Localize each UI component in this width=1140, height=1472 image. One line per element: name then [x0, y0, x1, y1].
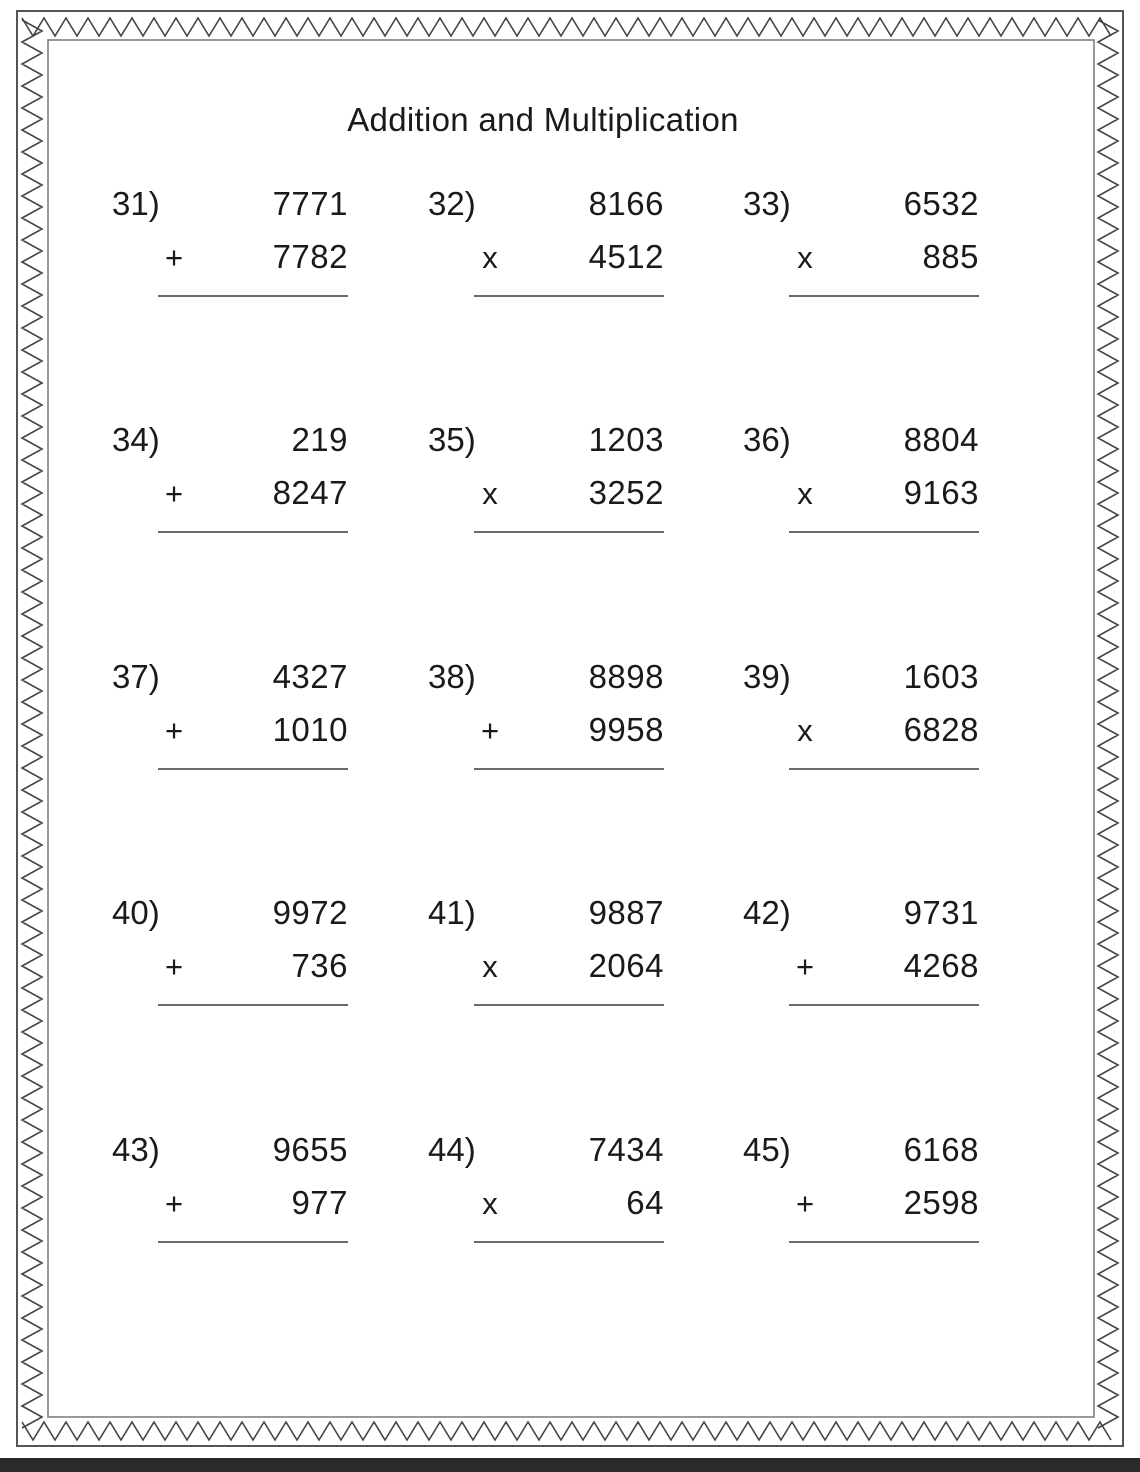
answer-line	[789, 531, 979, 533]
problem-number: 36)	[743, 421, 791, 458]
problem-number: 38)	[428, 658, 476, 695]
answer-line	[158, 295, 348, 297]
top-operand: 9887	[588, 894, 664, 931]
problem-45	[743, 1130, 1003, 1260]
operator-sign: x	[482, 1186, 498, 1221]
bottom-operand: 7782	[272, 238, 348, 275]
problem-number: 39)	[743, 658, 791, 695]
zigzag-bottom	[22, 1422, 1111, 1440]
operator-sign: x	[482, 949, 498, 984]
top-operand: 9655	[272, 1131, 348, 1168]
zigzag-top	[22, 18, 1111, 36]
top-operand: 4327	[272, 658, 348, 695]
problem-number: 33)	[743, 185, 791, 222]
bottom-operand: 977	[291, 1184, 348, 1221]
top-operand: 1603	[903, 658, 979, 695]
problem-number: 31)	[112, 185, 160, 222]
answer-line	[158, 1004, 348, 1006]
answer-line	[158, 1241, 348, 1243]
bottom-operand: 4512	[588, 238, 664, 275]
top-operand: 219	[291, 421, 348, 458]
answer-line	[789, 295, 979, 297]
problem-32	[428, 184, 688, 314]
top-operand: 8804	[903, 421, 979, 458]
operator-sign: x	[797, 713, 813, 748]
answer-line	[158, 531, 348, 533]
problem-43	[112, 1130, 372, 1260]
bottom-operand: 2064	[588, 947, 664, 984]
top-operand: 6532	[903, 185, 979, 222]
bottom-operand: 64	[626, 1184, 664, 1221]
bottom-operand: 885	[922, 238, 979, 275]
problem-42	[743, 893, 1003, 1023]
operator-sign: x	[482, 476, 498, 511]
operator-sign: x	[797, 476, 813, 511]
operator-sign: +	[164, 476, 184, 511]
answer-line	[474, 1241, 664, 1243]
operator-sign: +	[164, 713, 184, 748]
problem-44	[428, 1130, 688, 1260]
zigzag-left	[22, 20, 42, 1428]
problem-number: 32)	[428, 185, 476, 222]
bottom-operand: 4268	[903, 947, 979, 984]
top-operand: 8898	[588, 658, 664, 695]
problem-34	[112, 420, 372, 550]
bottom-operand: 1010	[272, 711, 348, 748]
answer-line	[474, 768, 664, 770]
zigzag-right	[1098, 20, 1118, 1428]
problem-number: 34)	[112, 421, 160, 458]
operator-sign: +	[480, 713, 500, 748]
problem-41	[428, 893, 688, 1023]
bottom-operand: 2598	[903, 1184, 979, 1221]
problem-number: 42)	[743, 894, 791, 931]
bottom-operand: 3252	[588, 474, 664, 511]
problem-37	[112, 657, 372, 787]
answer-line	[789, 1004, 979, 1006]
answer-line	[474, 295, 664, 297]
top-operand: 7434	[588, 1131, 664, 1168]
answer-line	[474, 1004, 664, 1006]
problem-33	[743, 184, 1003, 314]
worksheet-title: Addition and Multiplication	[347, 101, 739, 138]
top-operand: 7771	[272, 185, 348, 222]
operator-sign: +	[164, 949, 184, 984]
problem-number: 45)	[743, 1131, 791, 1168]
top-operand: 6168	[903, 1131, 979, 1168]
operator-sign: x	[482, 240, 498, 275]
top-operand: 9731	[903, 894, 979, 931]
problem-39	[743, 657, 1003, 787]
top-operand: 1203	[588, 421, 664, 458]
problem-number: 44)	[428, 1131, 476, 1168]
bottom-operand: 9958	[588, 711, 664, 748]
problem-38	[428, 657, 688, 787]
answer-line	[789, 1241, 979, 1243]
problem-number: 35)	[428, 421, 476, 458]
operator-sign: +	[164, 240, 184, 275]
viewer-bottom-bar	[0, 1458, 1140, 1472]
problem-36	[743, 420, 1003, 550]
problem-40	[112, 893, 372, 1023]
answer-line	[474, 531, 664, 533]
problem-35	[428, 420, 688, 550]
problem-number: 40)	[112, 894, 160, 931]
operator-sign: +	[795, 1186, 815, 1221]
operator-sign: +	[164, 1186, 184, 1221]
top-operand: 9972	[272, 894, 348, 931]
operator-sign: +	[795, 949, 815, 984]
bottom-operand: 9163	[903, 474, 979, 511]
problem-number: 41)	[428, 894, 476, 931]
operator-sign: x	[797, 240, 813, 275]
problem-number: 43)	[112, 1131, 160, 1168]
problem-31	[112, 184, 372, 314]
problem-number: 37)	[112, 658, 160, 695]
top-operand: 8166	[588, 185, 664, 222]
bottom-operand: 6828	[903, 711, 979, 748]
answer-line	[789, 768, 979, 770]
answer-line	[158, 768, 348, 770]
bottom-operand: 736	[291, 947, 348, 984]
bottom-operand: 8247	[272, 474, 348, 511]
